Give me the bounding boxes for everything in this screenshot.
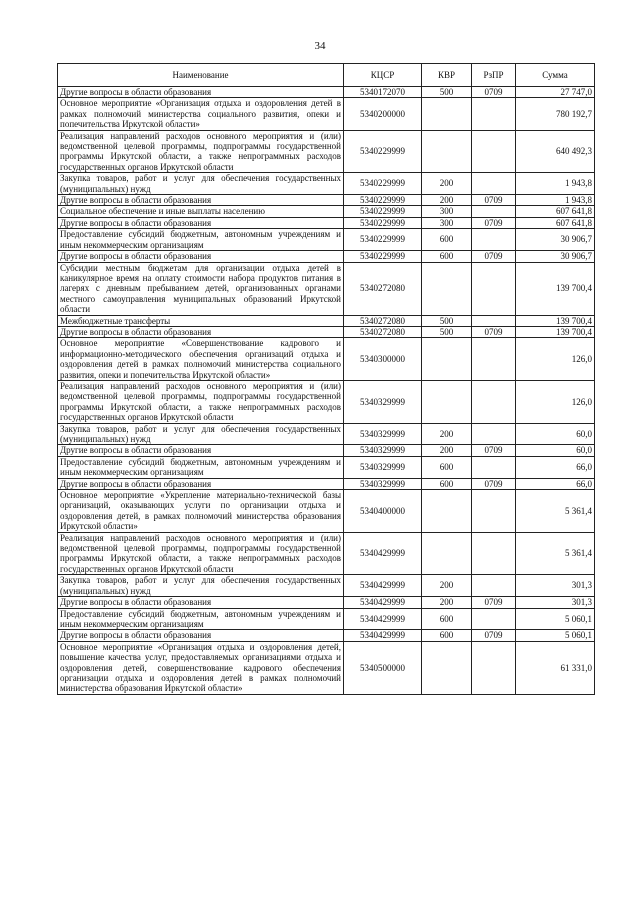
cell-kvr: 300 (422, 217, 472, 228)
table-row (58, 575, 595, 597)
cell-rzpr: 0709 (472, 251, 516, 262)
cell-name: Другие вопросы в области образования (58, 217, 344, 228)
cell-name: Другие вопросы в области образования (58, 630, 344, 641)
cell-kcsr: 5340229999 (344, 195, 422, 206)
cell-kcsr: 5340500000 (344, 641, 422, 694)
cell-kvr (422, 641, 472, 694)
cell-kcsr: 5340300000 (344, 338, 422, 381)
cell-rzpr: 0709 (472, 478, 516, 489)
cell-kvr: 200 (422, 423, 472, 445)
table-row (58, 478, 595, 489)
cell-rzpr (472, 641, 516, 694)
cell-rzpr (472, 98, 516, 130)
cell-sum: 66,0 (516, 478, 595, 489)
cell-sum: 1 943,8 (516, 173, 595, 195)
cell-kcsr: 5340229999 (344, 229, 422, 251)
cell-kcsr: 5340329999 (344, 423, 422, 445)
cell-name: Основное мероприятие «Укрепление материально-технической базы организаций, оказывающих услуги по организации отдыха и оздоровления детей, в рамках полномочий министерства образования Иркутской области» (58, 490, 344, 533)
cell-name: Закупка товаров, работ и услуг для обеспечения государственных (муниципальных) нужд (58, 173, 344, 195)
table-row (58, 315, 595, 326)
table-row (58, 423, 595, 445)
cell-kcsr: 5340229999 (344, 206, 422, 217)
table-row (58, 608, 595, 630)
cell-sum: 1 943,8 (516, 195, 595, 206)
cell-kvr: 300 (422, 206, 472, 217)
table-row (58, 456, 595, 478)
table-row (58, 338, 595, 381)
cell-kcsr: 5340329999 (344, 445, 422, 456)
cell-kvr: 200 (422, 195, 472, 206)
table-row (58, 98, 595, 130)
cell-sum: 30 906,7 (516, 229, 595, 251)
cell-rzpr (472, 229, 516, 251)
header-kcsr: КЦСР (344, 64, 422, 87)
cell-kvr (422, 532, 472, 575)
cell-name: Реализация направлений расходов основного мероприятия и (или) ведомственной целевой программы, подпрограммы государственной программы Иркутской области, а также непрограммных расходов государственных органов Иркутской области (58, 532, 344, 575)
table-row (58, 380, 595, 423)
header-rzpr: РзПР (472, 64, 516, 87)
cell-sum: 780 192,7 (516, 98, 595, 130)
cell-rzpr: 0709 (472, 597, 516, 608)
table-row (58, 251, 595, 262)
table-row (58, 641, 595, 694)
cell-kvr: 600 (422, 630, 472, 641)
cell-sum: 61 331,0 (516, 641, 595, 694)
cell-name: Другие вопросы в области образования (58, 326, 344, 337)
table-row (58, 532, 595, 575)
table-row (58, 195, 595, 206)
cell-kcsr: 5340200000 (344, 98, 422, 130)
cell-kvr: 200 (422, 597, 472, 608)
cell-kcsr: 5340229999 (344, 251, 422, 262)
cell-rzpr (472, 575, 516, 597)
table-row (58, 173, 595, 195)
cell-name: Реализация направлений расходов основного мероприятия и (или) ведомственной целевой программы, подпрограммы государственной программы Иркутской области, а также непрограммных расходов государственных органов Иркутской области (58, 380, 344, 423)
cell-kvr: 500 (422, 87, 472, 98)
cell-name: Другие вопросы в области образования (58, 445, 344, 456)
table-row (58, 597, 595, 608)
cell-kvr (422, 98, 472, 130)
cell-kcsr: 5340229999 (344, 130, 422, 173)
cell-rzpr: 0709 (472, 195, 516, 206)
cell-name: Субсидии местным бюджетам для организации отдыха детей в каникулярное время на оплату стоимости набора продуктов питания в лагерях с дневным пребыванием детей, организованных органами местного самоуправления муниципальных образований Иркутской области (58, 262, 344, 315)
budget-table (57, 63, 595, 695)
cell-kvr: 600 (422, 478, 472, 489)
table-row (58, 217, 595, 228)
cell-name: Другие вопросы в области образования (58, 87, 344, 98)
cell-sum: 139 700,4 (516, 315, 595, 326)
cell-name: Другие вопросы в области образования (58, 251, 344, 262)
cell-sum: 5 060,1 (516, 630, 595, 641)
cell-kcsr: 5340429999 (344, 597, 422, 608)
cell-sum: 126,0 (516, 338, 595, 381)
cell-sum: 60,0 (516, 423, 595, 445)
cell-kvr: 200 (422, 445, 472, 456)
cell-name: Предоставление субсидий бюджетным, автономным учреждениям и иным некоммерческим организациям (58, 229, 344, 251)
cell-name: Предоставление субсидий бюджетным, автономным учреждениям и иным некоммерческим организациям (58, 456, 344, 478)
cell-rzpr: 0709 (472, 445, 516, 456)
cell-sum: 60,0 (516, 445, 595, 456)
cell-sum: 5 361,4 (516, 490, 595, 533)
cell-name: Закупка товаров, работ и услуг для обеспечения государственных (муниципальных) нужд (58, 575, 344, 597)
cell-kvr (422, 130, 472, 173)
header-sum: Сумма (516, 64, 595, 87)
table-row (58, 229, 595, 251)
table-row (58, 326, 595, 337)
cell-rzpr (472, 490, 516, 533)
cell-sum: 126,0 (516, 380, 595, 423)
cell-rzpr: 0709 (472, 87, 516, 98)
cell-sum: 5 060,1 (516, 608, 595, 630)
cell-kcsr: 5340272080 (344, 262, 422, 315)
cell-sum: 139 700,4 (516, 326, 595, 337)
cell-kvr (422, 262, 472, 315)
cell-name: Основное мероприятие «Организация отдыха и оздоровления детей в рамках полномочий министерства социального развития, опеки и попечительства Иркутской области» (58, 98, 344, 130)
table-row (58, 206, 595, 217)
cell-kvr (422, 338, 472, 381)
cell-rzpr (472, 338, 516, 381)
cell-kcsr: 5340429999 (344, 532, 422, 575)
table-header-row (58, 64, 595, 87)
cell-rzpr (472, 380, 516, 423)
cell-kcsr: 5340229999 (344, 217, 422, 228)
cell-kvr (422, 380, 472, 423)
cell-kcsr: 5340329999 (344, 478, 422, 489)
cell-sum: 301,3 (516, 575, 595, 597)
cell-rzpr (472, 608, 516, 630)
cell-rzpr (472, 173, 516, 195)
table-row (58, 87, 595, 98)
cell-rzpr (472, 423, 516, 445)
cell-name: Основное мероприятие «Организация отдыха и оздоровления детей, повышение качества услуг, предоставляемых организациями отдыха и оздоровления детей, совершенствование кадрового обеспечения организации отдыха и оздоровления детей в рамках полномочий министерства образования Иркутской области» (58, 641, 344, 694)
cell-kcsr: 5340172070 (344, 87, 422, 98)
header-kvr: КВР (422, 64, 472, 87)
cell-rzpr: 0709 (472, 630, 516, 641)
cell-name: Другие вопросы в области образования (58, 597, 344, 608)
cell-kcsr: 5340429999 (344, 630, 422, 641)
cell-name: Социальное обеспечение и иные выплаты населению (58, 206, 344, 217)
cell-name: Другие вопросы в области образования (58, 478, 344, 489)
cell-rzpr (472, 130, 516, 173)
cell-kcsr: 5340400000 (344, 490, 422, 533)
cell-rzpr: 0709 (472, 326, 516, 337)
cell-sum: 607 641,8 (516, 217, 595, 228)
cell-name: Межбюджетные трансферты (58, 315, 344, 326)
cell-rzpr (472, 262, 516, 315)
cell-kvr: 500 (422, 326, 472, 337)
table-row (58, 262, 595, 315)
cell-kvr: 600 (422, 608, 472, 630)
cell-kvr (422, 490, 472, 533)
table-row (58, 490, 595, 533)
cell-kcsr: 5340229999 (344, 173, 422, 195)
cell-sum: 640 492,3 (516, 130, 595, 173)
cell-kcsr: 5340429999 (344, 608, 422, 630)
cell-sum: 27 747,0 (516, 87, 595, 98)
cell-kvr: 600 (422, 456, 472, 478)
cell-rzpr (472, 532, 516, 575)
cell-name: Реализация направлений расходов основного мероприятия и (или) ведомственной целевой программы, подпрограммы государственной программы Иркутской области, а также непрограммных расходов государственных органов Иркутской области (58, 130, 344, 173)
cell-sum: 607 641,8 (516, 206, 595, 217)
cell-kcsr: 5340429999 (344, 575, 422, 597)
cell-rzpr (472, 315, 516, 326)
cell-name: Другие вопросы в области образования (58, 195, 344, 206)
cell-rzpr: 0709 (472, 217, 516, 228)
table-row (58, 445, 595, 456)
cell-kcsr: 5340272080 (344, 326, 422, 337)
cell-sum: 30 906,7 (516, 251, 595, 262)
cell-sum: 66,0 (516, 456, 595, 478)
cell-kvr: 500 (422, 315, 472, 326)
table-row (58, 130, 595, 173)
cell-name: Основное мероприятие «Совершенствование кадрового и информационно-методического обеспечения организаций отдыха и оздоровления детей в рамках полномочий министерства социального развития, опеки и попечительства Иркутской области» (58, 338, 344, 381)
cell-kvr: 200 (422, 173, 472, 195)
cell-sum: 139 700,4 (516, 262, 595, 315)
cell-sum: 5 361,4 (516, 532, 595, 575)
page-number: 34 (314, 40, 326, 52)
table-row (58, 630, 595, 641)
cell-kvr: 200 (422, 575, 472, 597)
cell-rzpr (472, 206, 516, 217)
cell-name: Закупка товаров, работ и услуг для обеспечения государственных (муниципальных) нужд (58, 423, 344, 445)
cell-kvr: 600 (422, 229, 472, 251)
cell-kcsr: 5340272080 (344, 315, 422, 326)
header-name: Наименование (58, 64, 344, 87)
cell-kcsr: 5340329999 (344, 380, 422, 423)
cell-sum: 301,3 (516, 597, 595, 608)
cell-name: Предоставление субсидий бюджетным, автономным учреждениям и иным некоммерческим организациям (58, 608, 344, 630)
cell-kvr: 600 (422, 251, 472, 262)
cell-rzpr (472, 456, 516, 478)
cell-kcsr: 5340329999 (344, 456, 422, 478)
